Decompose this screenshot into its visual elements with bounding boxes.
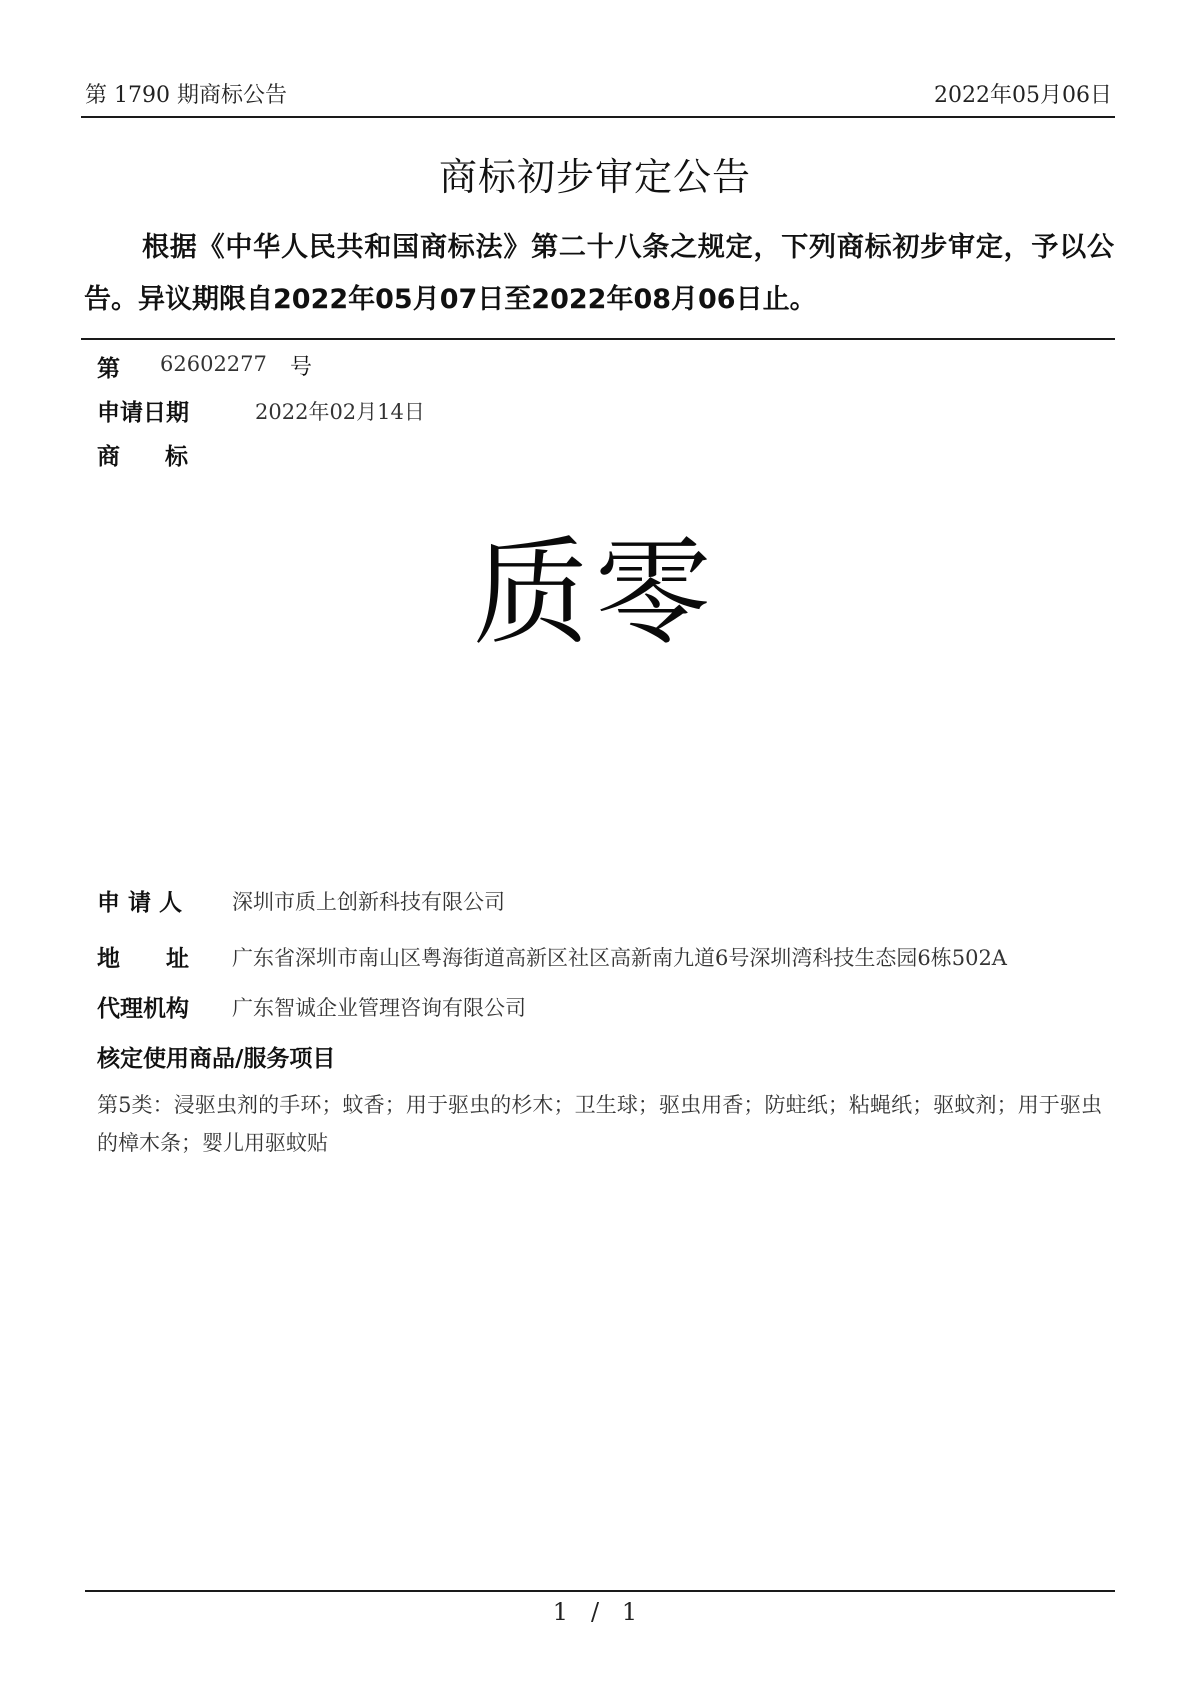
registration-label-suffix: 号 [290,355,313,380]
applicant-label: 申 请 人 [97,890,183,916]
registration-label-prefix: 第 [97,356,120,382]
page-pagination: 1 / 1 [552,1598,638,1626]
footer-divider [85,1590,1115,1592]
trademark-label-part2: 标 [165,444,188,470]
goods-services-value: 第5类：浸驱虫剂的手环；蚊香；用于驱虫的杉木；卫生球；驱虫用香；防蛀纸；粘蝇纸；驱蚊剂；用于驱虫的樟木条；婴儿用驱蚊贴 [97,1093,1102,1155]
section-divider [81,338,1115,340]
address-label-part1: 地 [97,946,120,972]
issue-number: 第 1790 期商标公告 [85,83,287,108]
applicant-value: 深圳市质上创新科技有限公司 [232,890,505,914]
application-date-label: 申请日期 [97,400,189,426]
page-title: 商标初步审定公告 [438,155,751,199]
registration-number: 62602277 [160,352,267,376]
trademark-mark: 质零 [473,526,717,661]
application-date-value: 2022年02月14日 [255,400,425,424]
issue-date: 2022年05月06日 [934,83,1112,108]
agent-value: 广东智诚企业管理咨询有限公司 [232,996,526,1020]
intro-paragraph: 根据《中华人民共和国商标法》第二十八条之规定，下列商标初步审定，予以公告。异议期限自2022年05月07日至2022年08月06日止。 [84,232,1114,315]
agent-label: 代理机构 [97,996,189,1022]
address-value: 广东省深圳市南山区粤海街道高新区社区高新南九道6号深圳湾科技生态园6栋502A [232,946,1007,970]
trademark-label-part1: 商 [97,444,120,470]
header-divider [81,116,1115,118]
address-label-part2: 址 [166,946,189,972]
goods-services-label: 核定使用商品/服务项目 [97,1046,336,1072]
